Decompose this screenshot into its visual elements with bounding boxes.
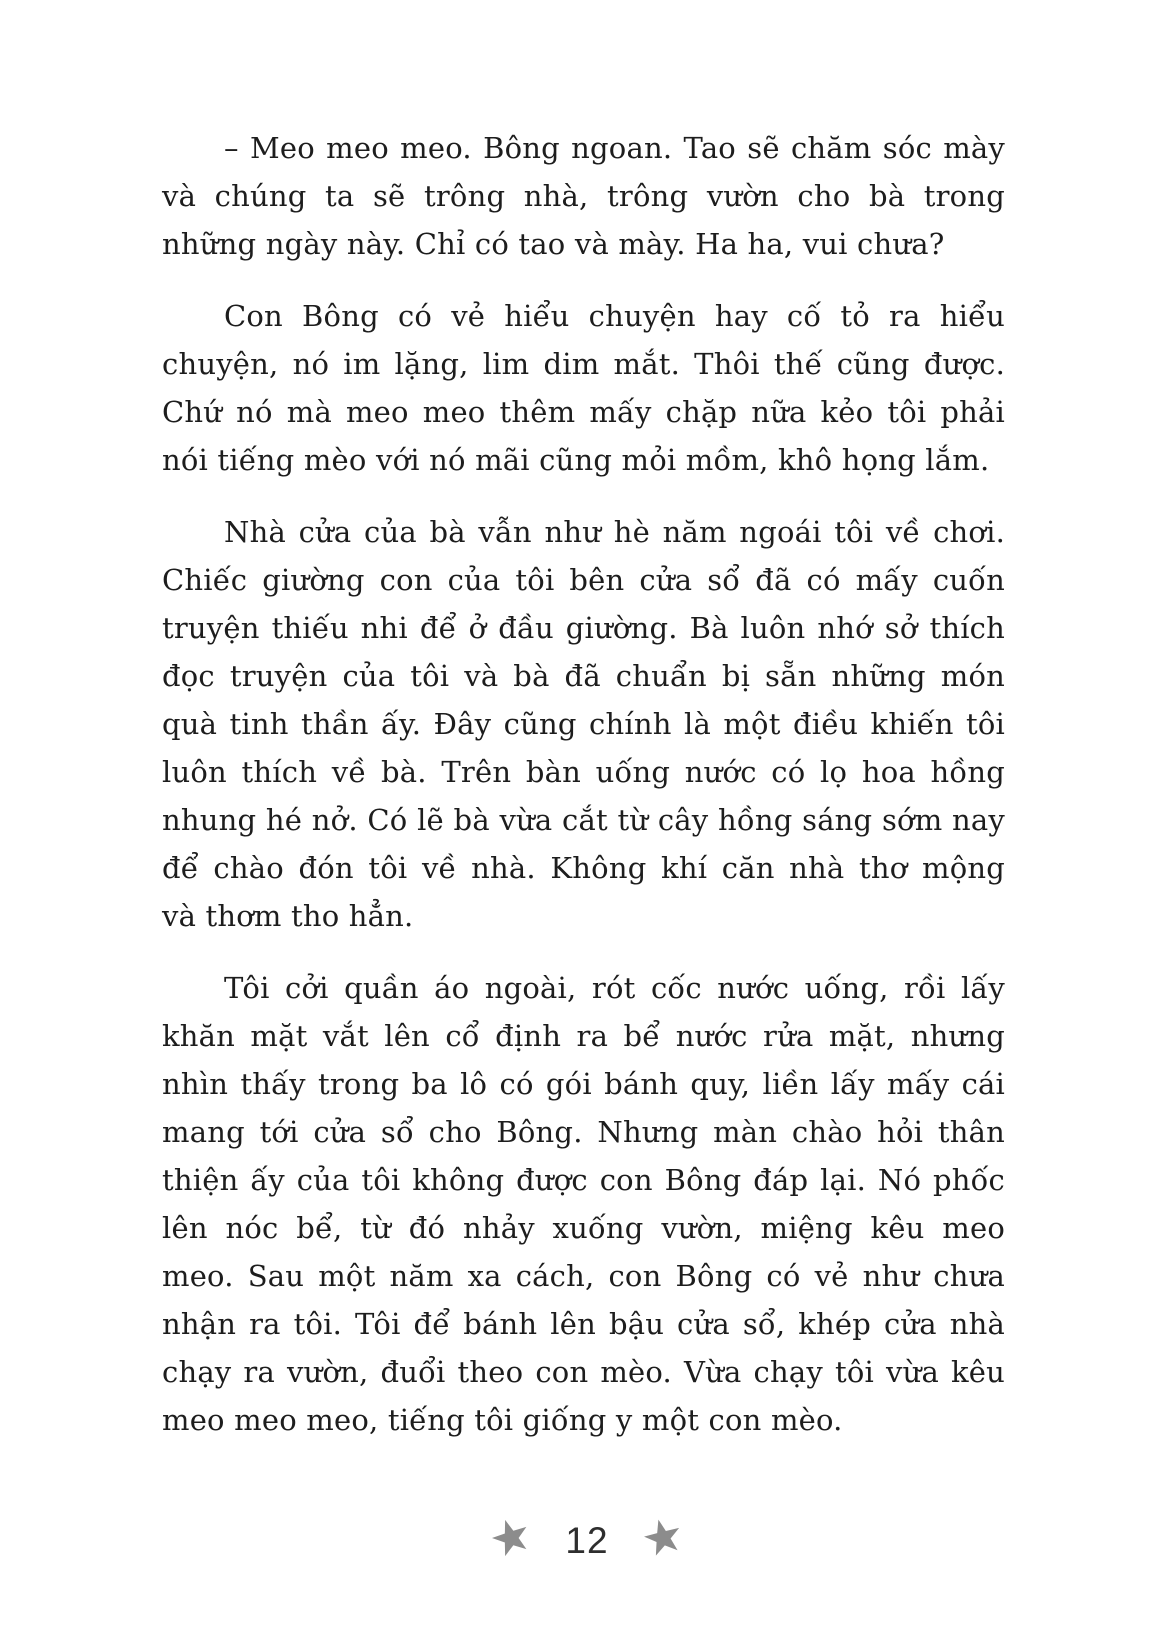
star-icon [638, 1514, 686, 1562]
text-line: chuyện, nó im lặng, lim dim mắt. Thôi thế cũng được. [162, 347, 1005, 381]
text-line: nhận ra tôi. Tôi để bánh lên bậu cửa sổ, khép cửa nhà [162, 1307, 1005, 1341]
text-line: để chào đón tôi về nhà. Không khí căn nhà thơ mộng [162, 851, 1005, 885]
text-line: và thơm tho hẳn. [162, 899, 414, 933]
paragraph [162, 292, 1005, 484]
body-text [162, 124, 1005, 1444]
page-number: 12 [565, 1519, 609, 1561]
text-line: meo. Sau một năm xa cách, con Bông có vẻ như chưa [162, 1259, 1005, 1293]
text-line: Nhà cửa của bà vẫn như hè năm ngoái tôi về chơi. [224, 515, 1005, 549]
text-line: Tôi cởi quần áo ngoài, rót cốc nước uống, rồi lấy [224, 971, 1005, 1005]
text-line: meo meo meo, tiếng tôi giống y một con mèo. [162, 1403, 843, 1437]
text-line: quà tinh thần ấy. Đây cũng chính là một điều khiến tôi [162, 707, 1005, 741]
text-line: và chúng ta sẽ trông nhà, trông vườn cho bà trong [162, 179, 1005, 213]
text-line: thiện ấy của tôi không được con Bông đáp lại. Nó phốc [162, 1163, 1005, 1197]
text-line: truyện thiếu nhi để ở đầu giường. Bà luôn nhớ sở thích [162, 611, 1005, 645]
text-line: đọc truyện của tôi và bà đã chuẩn bị sẵn những món [162, 659, 1005, 693]
text-line: khăn mặt vắt lên cổ định ra bể nước rửa mặt, nhưng [162, 1019, 1005, 1053]
text-line: – Meo meo meo. Bông ngoan. Tao sẽ chăm sóc mày [224, 131, 1005, 165]
text-line: Con Bông có vẻ hiểu chuyện hay cố tỏ ra hiểu [224, 299, 1005, 333]
paragraph [162, 124, 1005, 268]
text-line: chạy ra vườn, đuổi theo con mèo. Vừa chạy tôi vừa kêu [162, 1355, 1005, 1389]
text-line: mang tới cửa sổ cho Bông. Nhưng màn chào hỏi thân [162, 1115, 1005, 1149]
text-line: những ngày này. Chỉ có tao và mày. Ha ha, vui chưa? [162, 227, 945, 261]
text-line: nói tiếng mèo với nó mãi cũng mỏi mồm, khô họng lắm. [162, 443, 990, 477]
page-footer [0, 1510, 1174, 1566]
paragraph [162, 964, 1005, 1444]
star-icon [486, 1513, 536, 1563]
text-line: Chứ nó mà meo meo thêm mấy chặp nữa kẻo tôi phải [162, 395, 1005, 429]
text-line: luôn thích về bà. Trên bàn uống nước có lọ hoa hồng [162, 755, 1005, 789]
text-line: lên nóc bể, từ đó nhảy xuống vườn, miệng kêu meo [162, 1211, 1005, 1245]
text-line: Chiếc giường con của tôi bên cửa sổ đã có mấy cuốn [162, 563, 1005, 597]
text-line: nhung hé nở. Có lẽ bà vừa cắt từ cây hồng sáng sớm nay [162, 803, 1005, 837]
text-line: nhìn thấy trong ba lô có gói bánh quy, liền lấy mấy cái [162, 1067, 1005, 1101]
paragraph [162, 508, 1005, 940]
